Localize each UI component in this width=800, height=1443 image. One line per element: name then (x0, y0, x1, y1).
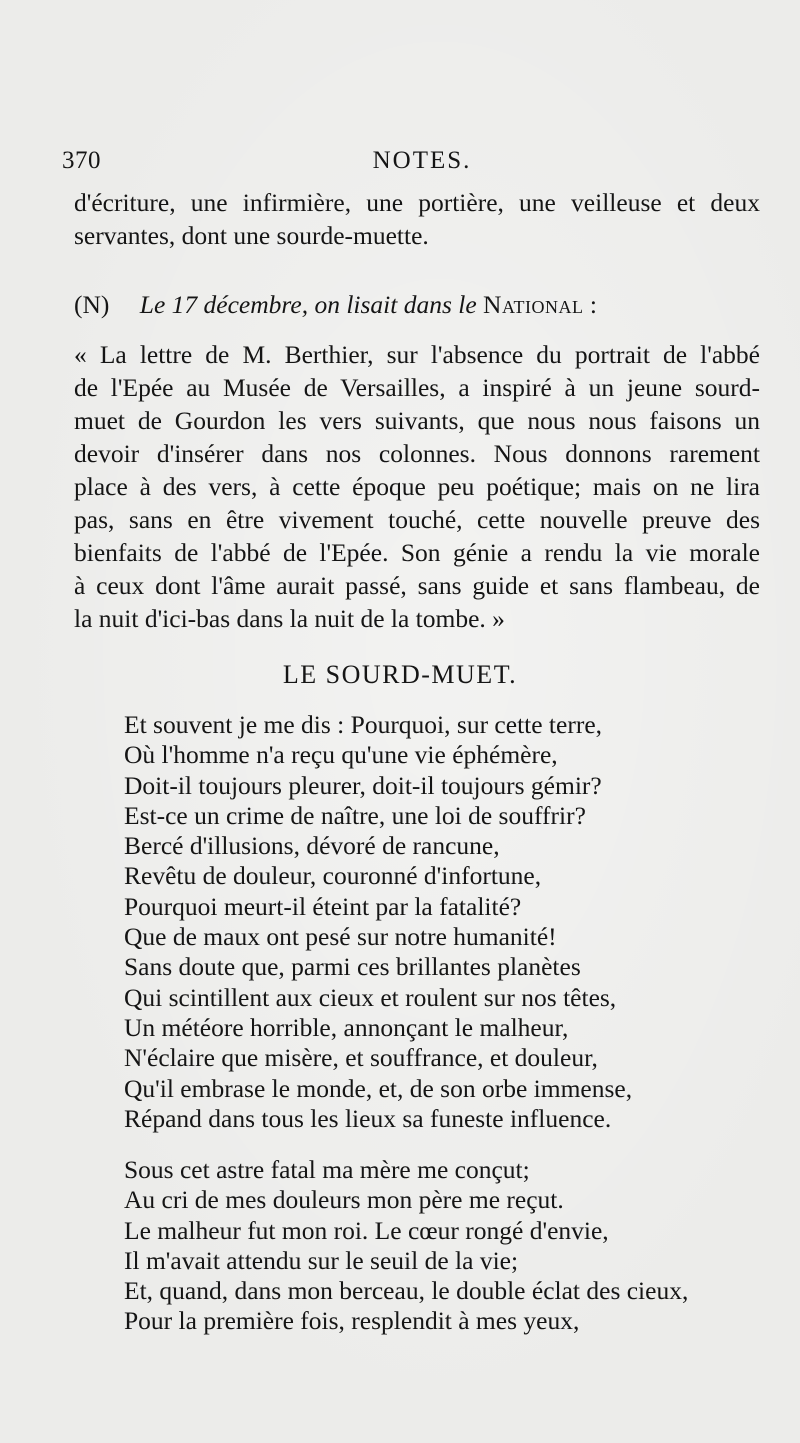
verse-line: Qu'il embrase le monde, et, de son orbe immense, (124, 1073, 633, 1103)
verse-line: Répand dans tous les lieux sa funeste influence. (124, 1103, 612, 1133)
text-line: muet de Gourdon les vers suivants, que nous nous faisons un (74, 406, 760, 435)
page-header (62, 147, 752, 181)
text-line: place à des vers, à cette époque peu poétique; mais on ne lira (74, 472, 760, 501)
page-number: 370 (62, 147, 101, 174)
verse-line: Revêtu de douleur, couronné d'infortune, (124, 861, 542, 891)
verse-line: Est-ce un crime de naître, une loi de souffrir? (124, 800, 586, 830)
note-source: National (483, 290, 584, 319)
note-heading (74, 290, 760, 320)
note-marker: (N) (74, 290, 110, 319)
verse-line: Un météore horrible, annonçant le malheur, (124, 1012, 569, 1042)
verse-line: Et souvent je me dis : Pourquoi, sur cette terre, (124, 710, 603, 739)
intro-paragraph (74, 186, 760, 252)
text-line: pas, sans en être vivement touché, cette nouvelle preuve des (74, 505, 760, 534)
verse-line: N'éclaire que misère, et souffrance, et douleur, (124, 1043, 598, 1073)
verse-line: Il m'avait attendu sur le seuil de la vie; (124, 1245, 519, 1275)
running-title: NOTES. (372, 147, 472, 174)
verse-line: Pour la première fois, resplendit à mes yeux, (124, 1306, 580, 1336)
note-text: Le 17 décembre, on lisait dans le (139, 290, 477, 319)
verse-line: Doit-il toujours pleurer, doit-il toujours gémir? (124, 770, 602, 800)
verse-line: Où l'homme n'a reçu qu'une vie éphémère, (124, 740, 558, 770)
text-line: devoir d'insérer dans nos colonnes. Nous donnons rarement (74, 439, 760, 468)
poem-stanza (124, 710, 764, 1134)
note-suffix: : (583, 290, 597, 319)
text-line: bienfaits de l'abbé de l'Epée. Son génie a rendu la vie morale (74, 538, 760, 567)
text-line: d'écriture, une infirmière, une portière, une veilleuse et deux (74, 188, 760, 217)
text-line: servantes, dont une sourde-muette. (74, 221, 429, 250)
verse-line: Que de maux ont pesé sur notre humanité! (124, 922, 557, 952)
text-line: la nuit d'ici-bas dans la nuit de la tombe. » (74, 604, 505, 633)
verse-line: Et, quand, dans mon berceau, le double éclat des cieux, (124, 1276, 689, 1306)
verse-line: Sous cet astre fatal ma mère me conçut; (124, 1155, 530, 1184)
text-line: de l'Epée au Musée de Versailles, a inspiré à un jeune sourd- (74, 373, 760, 402)
text-line: à ceux dont l'âme aurait passé, sans guide et sans flambeau, de (74, 571, 760, 600)
verse-line: Pourquoi meurt-il éteint par la fatalité? (124, 891, 522, 921)
verse-line: Au cri de mes douleurs mon père me reçut. (124, 1185, 564, 1215)
text-line: « La lettre de M. Berthier, sur l'absence du portrait de l'abbé (74, 340, 760, 369)
verse-line: Le malheur fut mon roi. Le cœur rongé d'envie, (124, 1215, 609, 1245)
verse-line: Sans doute que, parmi ces brillantes planètes (124, 952, 581, 982)
poem-stanza (124, 1155, 764, 1337)
verse-line: Bercé d'illusions, dévoré de rancune, (124, 831, 500, 861)
quote-paragraph (74, 338, 760, 635)
verse-line: Qui scintillent aux cieux et roulent sur nos têtes, (124, 982, 617, 1012)
poem-title: LE SOURD-MUET. (282, 660, 518, 689)
